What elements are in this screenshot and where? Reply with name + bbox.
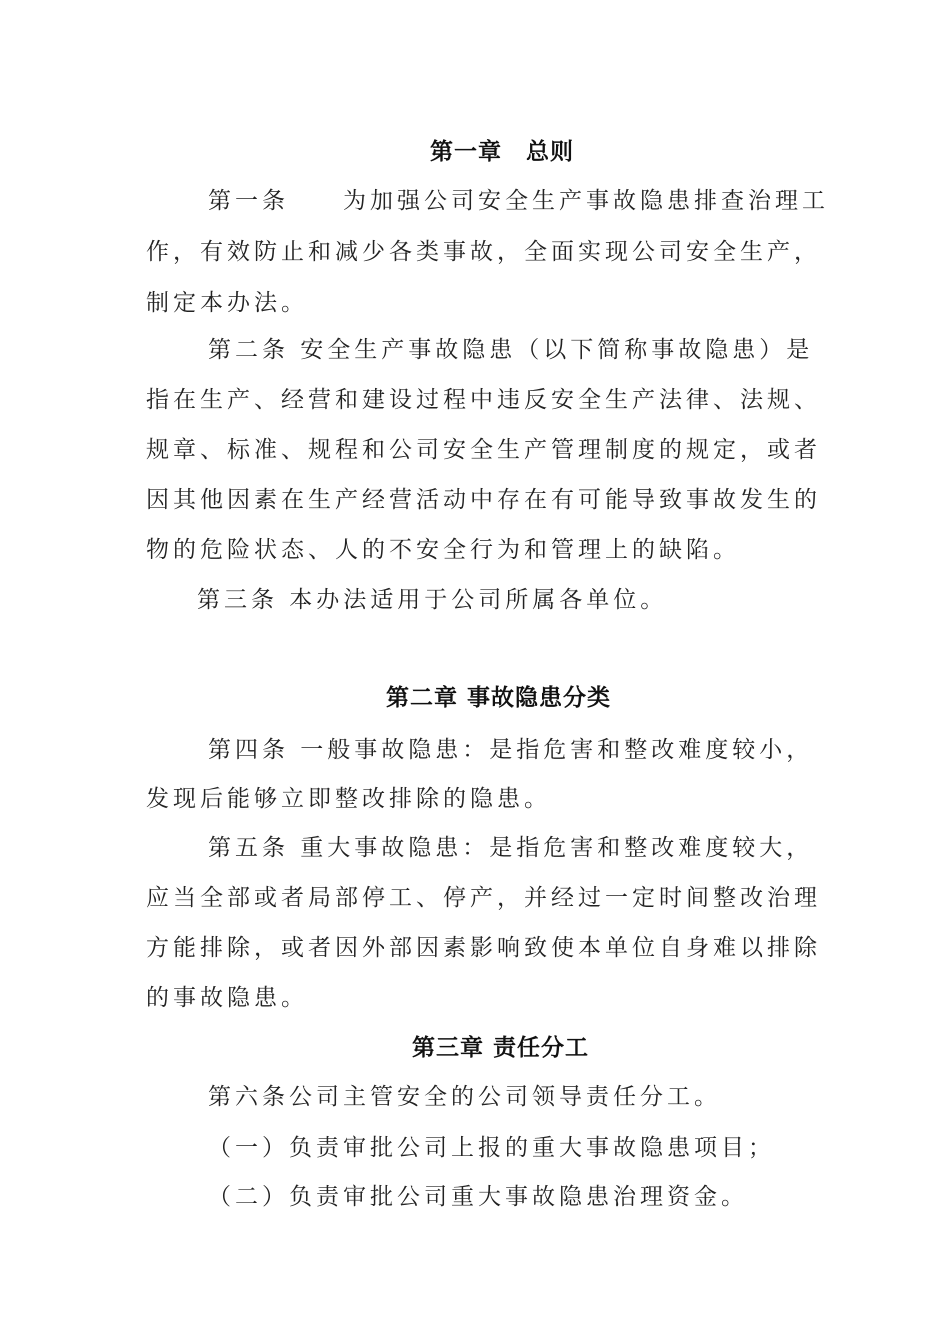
article-5-line-4: 的事故隐患。: [146, 985, 308, 1011]
article-1-line-3: 制定本办法。: [146, 290, 308, 316]
article-3-line-1: 第三条 本办法适用于公司所属各单位。: [197, 587, 668, 613]
chapter-1-heading: 第一章 总则: [430, 139, 574, 165]
article-6-line-1: 第六条公司主管安全的公司领导责任分工。: [208, 1084, 721, 1110]
article-1-line-1: 第一条 为加强公司安全生产事故隐患排查治理工: [208, 188, 829, 214]
article-6-item-2: （二）负责审批公司重大事故隐患治理资金。: [208, 1184, 748, 1210]
article-1-line-2: 作，有效防止和减少各类事故，全面实现公司安全生产，: [146, 239, 821, 265]
article-2-line-1: 第二条 安全生产事故隐患（以下简称事故隐患）是: [208, 337, 814, 363]
article-6-item-1: （一）负责审批公司上报的重大事故隐患项目；: [208, 1135, 775, 1161]
chapter-2-heading: 第二章 事故隐患分类: [386, 685, 612, 711]
article-2-line-5: 物的危险状态、人的不安全行为和管理上的缺陷。: [146, 537, 740, 563]
chapter-3-heading: 第三章 责任分工: [412, 1035, 590, 1061]
article-5-line-2: 应当全部或者局部停工、停产，并经过一定时间整改治理: [146, 885, 821, 911]
article-4-line-1: 第四条 一般事故隐患：是指危害和整改难度较小，: [208, 737, 814, 763]
article-2-line-3: 规章、标准、规程和公司安全生产管理制度的规定，或者: [146, 437, 821, 463]
article-2-line-2: 指在生产、经营和建设过程中违反安全生产法律、法规、: [146, 387, 821, 413]
article-4-line-2: 发现后能够立即整改排除的隐患。: [146, 786, 551, 812]
article-2-line-4: 因其他因素在生产经营活动中存在有可能导致事故发生的: [146, 487, 821, 513]
article-5-line-1: 第五条 重大事故隐患：是指危害和整改难度较大，: [208, 835, 814, 861]
article-5-line-3: 方能排除，或者因外部因素影响致使本单位自身难以排除: [146, 935, 821, 961]
